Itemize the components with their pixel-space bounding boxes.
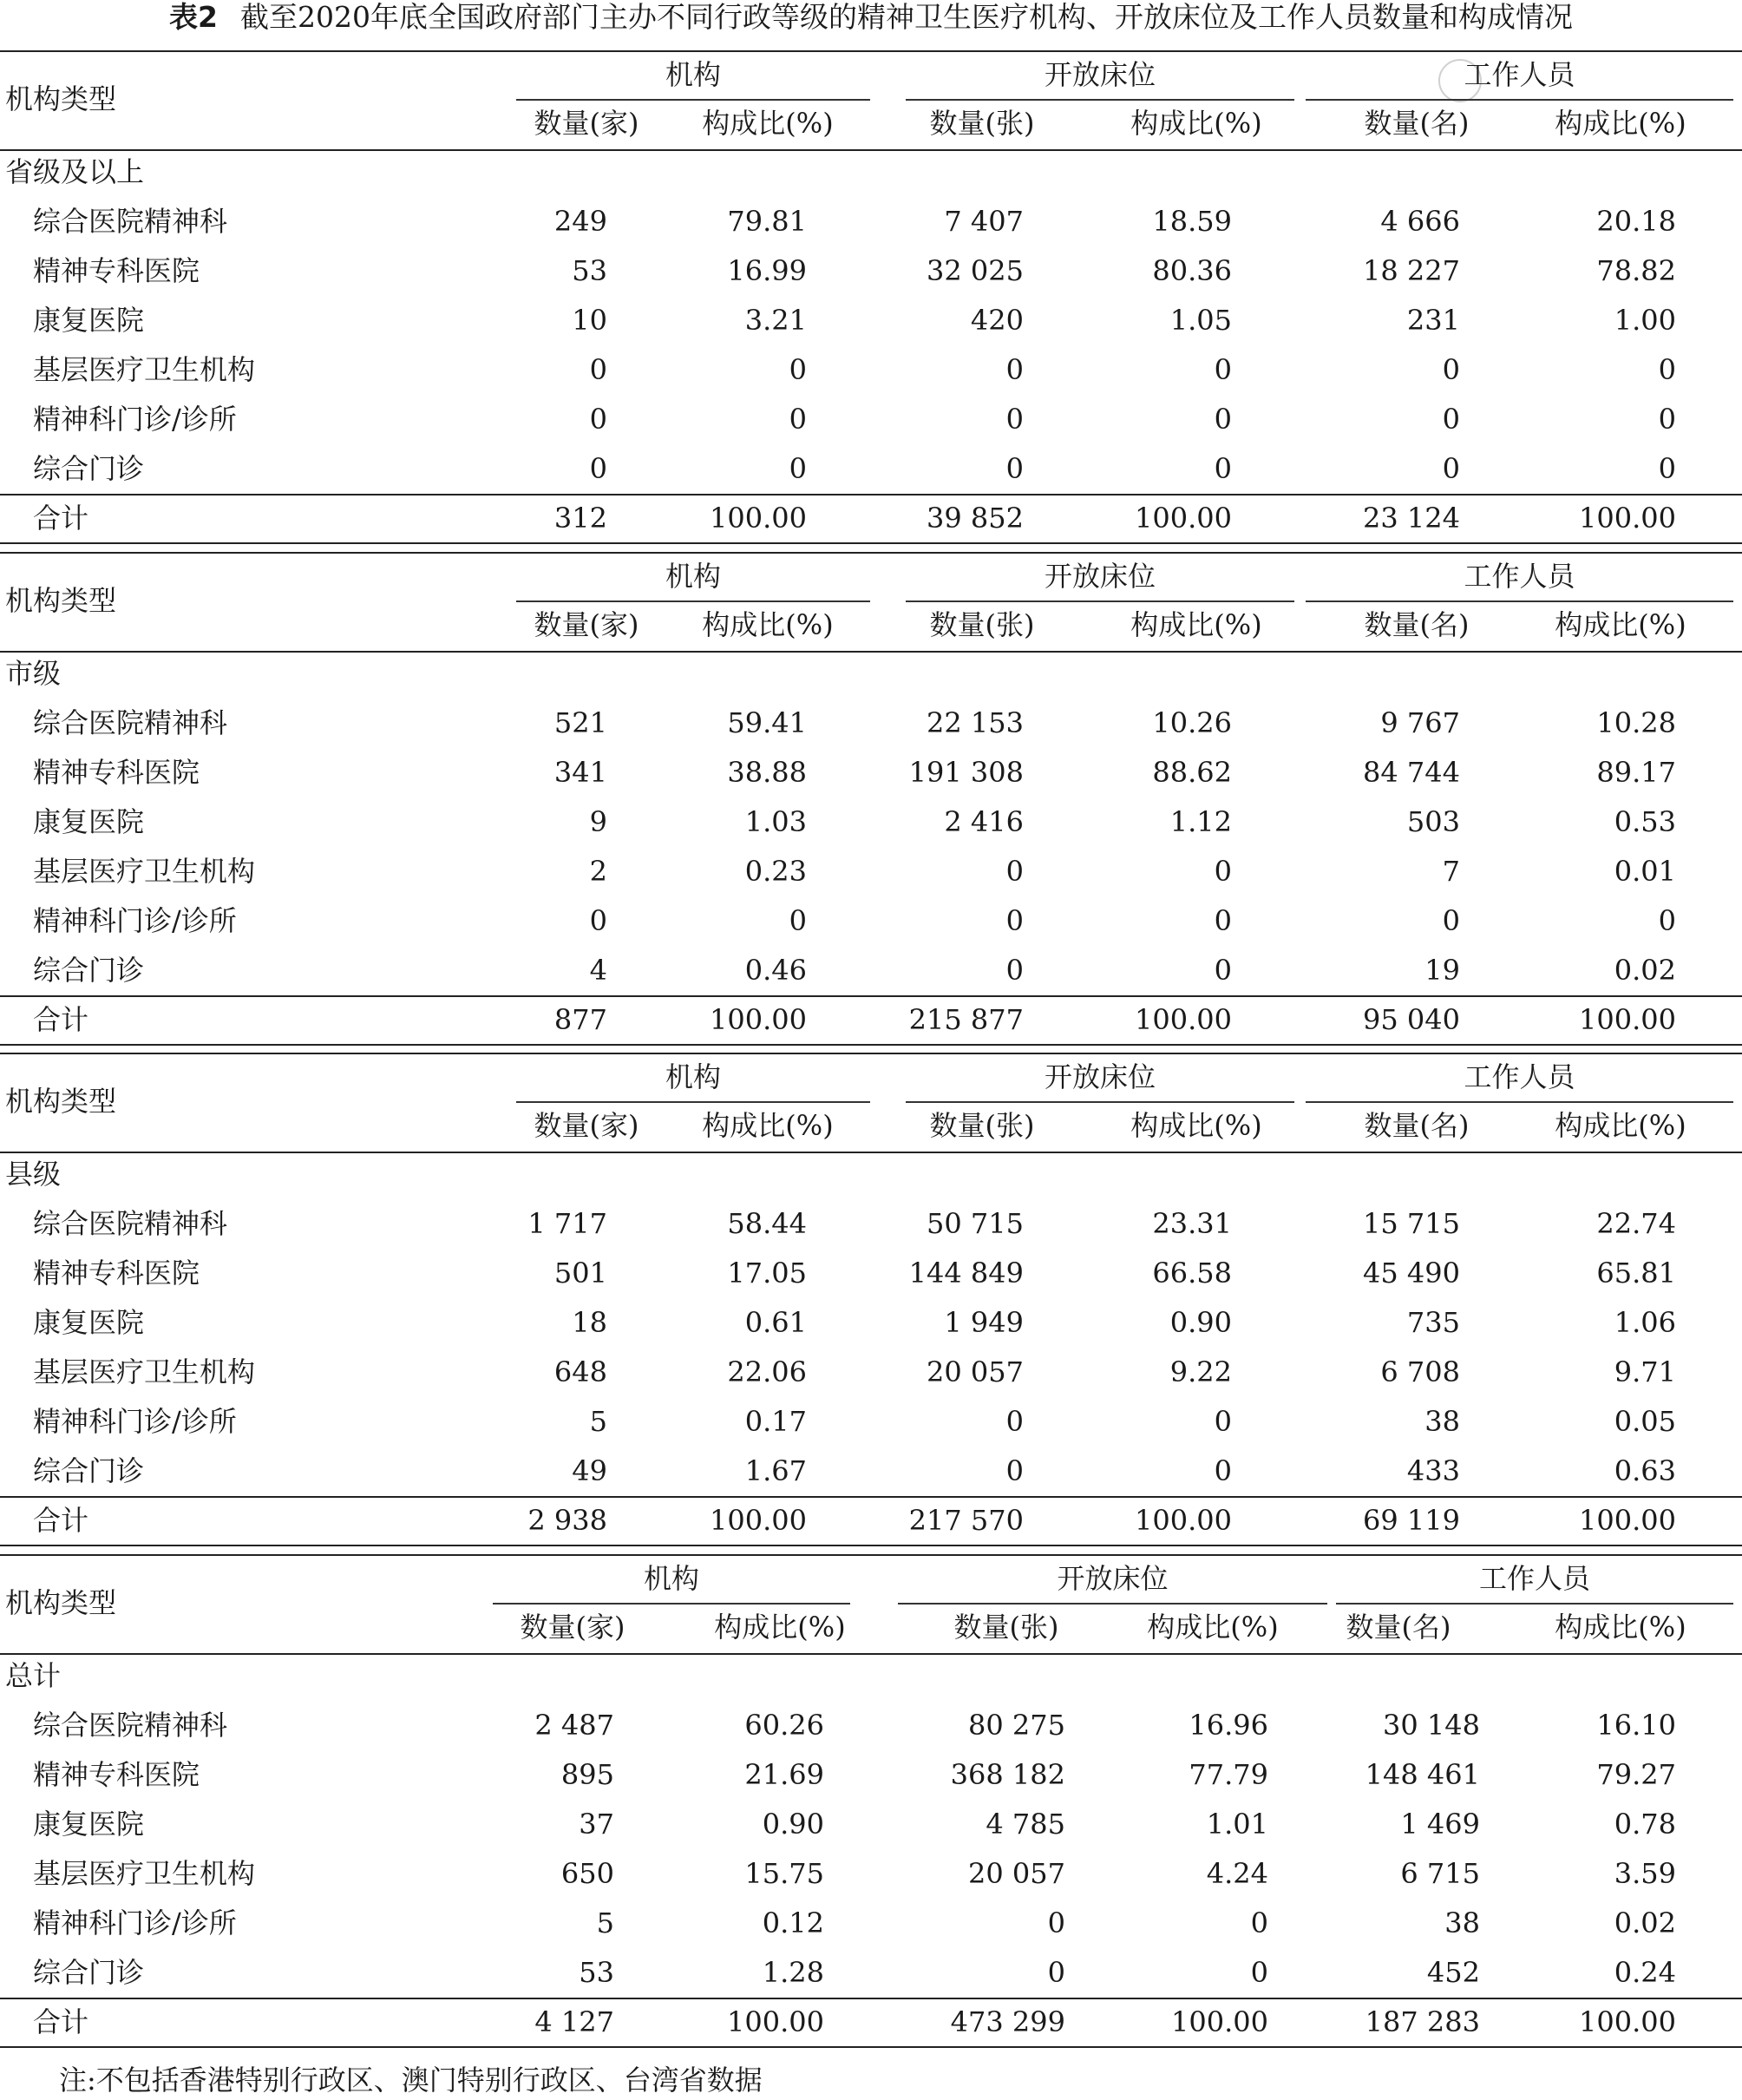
row-type: 精神专科医院 (33, 1257, 200, 1290)
column-header-type: 机构类型 (5, 82, 117, 115)
row-value: 38.88 (727, 756, 807, 789)
total-value: 23 124 (1363, 502, 1460, 535)
column-group-header: 工作人员 (1478, 1562, 1590, 1595)
row-type: 综合门诊 (33, 954, 145, 987)
group-underline (516, 1101, 870, 1103)
row-value: 2 487 (534, 1709, 614, 1742)
row-value: 22 153 (927, 706, 1024, 739)
total-value: 100.00 (710, 502, 807, 535)
row-value: 0 (1005, 452, 1024, 485)
row-value: 0 (589, 904, 607, 937)
row-value: 0 (1658, 353, 1676, 386)
row-type: 精神科门诊/诊所 (33, 904, 237, 937)
row-value: 648 (553, 1355, 607, 1388)
row-value: 0 (1214, 452, 1232, 485)
row-value: 420 (970, 304, 1024, 337)
row-value: 0 (1047, 1906, 1065, 1939)
total-top-rule (0, 995, 1742, 997)
row-value: 0.05 (1614, 1405, 1676, 1438)
row-value: 65.81 (1596, 1257, 1676, 1290)
row-value: 5 (596, 1906, 614, 1939)
row-value: 148 461 (1365, 1758, 1480, 1791)
row-value: 0 (1214, 904, 1232, 937)
row-value: 0.02 (1614, 954, 1676, 987)
section-bottom-rule (0, 2046, 1742, 2048)
row-value: 15.75 (744, 1857, 824, 1890)
total-value: 877 (553, 1003, 607, 1036)
column-subheader: 构成比(%) (1555, 1109, 1686, 1142)
row-value: 0 (1214, 1405, 1232, 1438)
total-value: 4 127 (534, 2005, 614, 2038)
row-value: 20 057 (927, 1355, 1024, 1388)
row-value: 341 (553, 756, 607, 789)
column-subheader: 构成比(%) (702, 608, 834, 641)
row-value: 0 (1005, 855, 1024, 888)
group-underline (906, 99, 1294, 101)
total-value: 100.00 (710, 1504, 807, 1537)
row-value: 4 (589, 954, 607, 987)
total-value: 100.00 (1135, 1003, 1232, 1036)
row-value: 0.12 (762, 1906, 824, 1939)
row-type: 综合门诊 (33, 452, 145, 485)
row-value: 16.99 (727, 254, 807, 287)
row-value: 650 (560, 1857, 614, 1890)
group-underline (516, 99, 870, 101)
group-underline (898, 1603, 1327, 1605)
row-value: 2 416 (944, 805, 1024, 838)
row-value: 20.18 (1596, 205, 1676, 238)
column-subheader: 数量(名) (1364, 608, 1470, 641)
row-value: 53 (572, 254, 607, 287)
column-subheader: 数量(家) (534, 1109, 639, 1142)
section-top-rule (0, 1554, 1742, 1556)
header-bottom-rule (0, 651, 1742, 653)
row-value: 6 708 (1380, 1355, 1460, 1388)
row-value: 17.05 (727, 1257, 807, 1290)
row-value: 59.41 (727, 706, 807, 739)
row-value: 9.71 (1614, 1355, 1676, 1388)
row-type: 综合医院精神科 (33, 706, 228, 739)
row-value: 38 (1444, 1906, 1480, 1939)
row-value: 30 148 (1383, 1709, 1480, 1742)
section-top-rule (0, 50, 1742, 52)
column-subheader: 数量(名) (1364, 107, 1470, 140)
row-value: 79.81 (727, 205, 807, 238)
column-subheader: 数量(家) (520, 1611, 625, 1644)
column-subheader: 构成比(%) (1130, 608, 1262, 641)
column-header-type: 机构类型 (5, 1586, 117, 1619)
column-subheader: 构成比(%) (1555, 608, 1686, 641)
column-subheader: 构成比(%) (702, 107, 834, 140)
row-value: 501 (553, 1257, 607, 1290)
table-number: 表2 (169, 0, 218, 34)
column-subheader: 数量(张) (929, 608, 1035, 641)
table-note: 注:不包括香港特别行政区、澳门特别行政区、台湾省数据 (59, 2064, 763, 2097)
total-top-rule (0, 1998, 1742, 1999)
row-type: 综合门诊 (33, 1956, 145, 1989)
row-value: 0 (789, 904, 807, 937)
row-value: 231 (1406, 304, 1460, 337)
row-value: 144 849 (908, 1257, 1024, 1290)
table-section (0, 552, 1742, 1053)
row-value: 80.36 (1152, 254, 1232, 287)
group-underline (493, 1603, 850, 1605)
total-value: 100.00 (710, 1003, 807, 1036)
column-subheader: 构成比(%) (714, 1611, 846, 1644)
row-type: 基层医疗卫生机构 (33, 1355, 256, 1388)
column-group-header: 开放床位 (1057, 1562, 1169, 1595)
total-top-rule (0, 1496, 1742, 1498)
table-section (0, 50, 1742, 552)
row-value: 49 (572, 1454, 607, 1487)
row-value: 0 (789, 403, 807, 436)
column-group-header: 机构 (665, 1060, 721, 1093)
row-value: 19 (1424, 954, 1460, 987)
row-value: 0.78 (1614, 1808, 1676, 1841)
row-value: 32 025 (927, 254, 1024, 287)
total-value: 217 570 (908, 1504, 1024, 1537)
row-value: 1.03 (744, 805, 807, 838)
group-underline (1306, 1101, 1733, 1103)
row-value: 10.26 (1152, 706, 1232, 739)
row-value: 895 (560, 1758, 614, 1791)
row-value: 18.59 (1152, 205, 1232, 238)
section-top-rule (0, 1053, 1742, 1054)
total-value: 100.00 (1579, 2005, 1676, 2038)
section-bottom-rule (0, 542, 1742, 544)
total-value: 69 119 (1363, 1504, 1460, 1537)
total-value: 100.00 (1171, 2005, 1268, 2038)
row-type: 综合医院精神科 (33, 1709, 228, 1742)
row-value: 89.17 (1596, 756, 1676, 789)
row-value: 10.28 (1596, 706, 1676, 739)
row-value: 0.24 (1614, 1956, 1676, 1989)
group-underline (1306, 600, 1733, 602)
row-value: 0 (1442, 452, 1460, 485)
row-value: 0 (1442, 904, 1460, 937)
row-value: 0.90 (762, 1808, 824, 1841)
row-value: 0 (1250, 1906, 1268, 1939)
row-value: 4.24 (1206, 1857, 1268, 1890)
row-value: 1 949 (944, 1306, 1024, 1339)
row-value: 0 (1214, 353, 1232, 386)
row-value: 1.12 (1169, 805, 1232, 838)
row-value: 22.06 (727, 1355, 807, 1388)
row-value: 15 715 (1363, 1207, 1460, 1240)
row-value: 0.02 (1614, 1906, 1676, 1939)
row-value: 0 (789, 353, 807, 386)
row-value: 0.90 (1169, 1306, 1232, 1339)
row-value: 50 715 (927, 1207, 1024, 1240)
row-value: 0 (1442, 403, 1460, 436)
row-value: 0 (589, 353, 607, 386)
row-value: 0 (1214, 1454, 1232, 1487)
row-value: 735 (1406, 1306, 1460, 1339)
row-type: 精神科门诊/诊所 (33, 1906, 237, 1939)
column-group-header: 机构 (665, 560, 721, 593)
row-value: 23.31 (1152, 1207, 1232, 1240)
total-value: 473 299 (950, 2005, 1065, 2038)
row-value: 38 (1424, 1405, 1460, 1438)
total-value: 100.00 (727, 2005, 824, 2038)
row-value: 0.61 (744, 1306, 807, 1339)
row-value: 37 (579, 1808, 614, 1841)
column-subheader: 构成比(%) (1130, 107, 1262, 140)
row-value: 1.05 (1169, 304, 1232, 337)
row-value: 368 182 (950, 1758, 1065, 1791)
total-value: 100.00 (1135, 1504, 1232, 1537)
row-value: 1.01 (1206, 1808, 1268, 1841)
column-subheader: 构成比(%) (1130, 1109, 1262, 1142)
column-subheader: 数量(名) (1346, 1611, 1451, 1644)
row-type: 康复医院 (33, 1306, 145, 1339)
header-bottom-rule (0, 1653, 1742, 1655)
total-value: 100.00 (1135, 502, 1232, 535)
row-value: 18 227 (1363, 254, 1460, 287)
row-value: 2 (589, 855, 607, 888)
row-value: 1.00 (1614, 304, 1676, 337)
column-subheader: 数量(名) (1364, 1109, 1470, 1142)
table-section (0, 1053, 1742, 1554)
group-underline (1336, 1603, 1733, 1605)
row-type: 基层医疗卫生机构 (33, 855, 256, 888)
row-value: 77.79 (1189, 1758, 1268, 1791)
row-value: 0 (1442, 353, 1460, 386)
row-value: 249 (553, 205, 607, 238)
row-value: 0 (1658, 403, 1676, 436)
row-value: 1 469 (1400, 1808, 1480, 1841)
column-group-header: 工作人员 (1464, 560, 1575, 593)
row-type: 基层医疗卫生机构 (33, 1857, 256, 1890)
table-title: 截至2020年底全国政府部门主办不同行政等级的精神卫生医疗机构、开放床位及工作人员数量和构成情况 (239, 0, 1573, 34)
row-value: 503 (1406, 805, 1460, 838)
row-value: 45 490 (1363, 1257, 1460, 1290)
table-caption (0, 0, 1742, 35)
row-value: 452 (1426, 1956, 1480, 1989)
row-value: 0 (1214, 954, 1232, 987)
table-section (0, 1554, 1742, 2056)
column-subheader: 构成比(%) (1555, 1611, 1686, 1644)
row-value: 7 (1442, 855, 1460, 888)
row-value: 191 308 (908, 756, 1024, 789)
section-bottom-rule (0, 1545, 1742, 1546)
row-value: 6 715 (1400, 1857, 1480, 1890)
row-type: 康复医院 (33, 304, 145, 337)
row-type: 康复医院 (33, 1808, 145, 1841)
column-subheader: 数量(家) (534, 107, 639, 140)
row-value: 16.96 (1189, 1709, 1268, 1742)
row-value: 18 (572, 1306, 607, 1339)
row-value: 0 (1214, 403, 1232, 436)
row-value: 60.26 (744, 1709, 824, 1742)
column-group-header: 工作人员 (1464, 1060, 1575, 1093)
total-label: 合计 (33, 2005, 89, 2038)
row-value: 0 (1047, 1956, 1065, 1989)
row-value: 0 (1005, 954, 1024, 987)
total-value: 215 877 (908, 1003, 1024, 1036)
group-underline (516, 600, 870, 602)
column-subheader: 构成比(%) (702, 1109, 834, 1142)
row-type: 综合医院精神科 (33, 1207, 228, 1240)
row-type: 精神专科医院 (33, 1758, 200, 1791)
row-value: 3.21 (744, 304, 807, 337)
row-value: 0 (589, 403, 607, 436)
column-group-header: 开放床位 (1044, 560, 1156, 593)
row-type: 精神科门诊/诊所 (33, 403, 237, 436)
group-underline (906, 600, 1294, 602)
row-value: 0 (1214, 855, 1232, 888)
column-header-type: 机构类型 (5, 1085, 117, 1118)
row-value: 0 (1005, 904, 1024, 937)
row-value: 9 (589, 805, 607, 838)
row-value: 21.69 (744, 1758, 824, 1791)
total-label: 合计 (33, 502, 89, 535)
row-value: 0 (589, 452, 607, 485)
column-group-header: 机构 (643, 1562, 699, 1595)
total-value: 187 283 (1365, 2005, 1480, 2038)
group-underline (906, 1101, 1294, 1103)
row-value: 0 (1250, 1956, 1268, 1989)
column-subheader: 构成比(%) (1147, 1611, 1279, 1644)
row-type: 综合门诊 (33, 1454, 145, 1487)
section-top-rule (0, 552, 1742, 554)
total-value: 100.00 (1579, 1504, 1676, 1537)
row-value: 0.46 (744, 954, 807, 987)
row-value: 4 785 (986, 1808, 1065, 1841)
row-value: 5 (589, 1405, 607, 1438)
row-value: 79.27 (1596, 1758, 1676, 1791)
column-subheader: 数量(张) (929, 107, 1035, 140)
row-value: 1.28 (762, 1956, 824, 1989)
row-value: 20 057 (968, 1857, 1065, 1890)
header-bottom-rule (0, 1152, 1742, 1153)
column-group-header: 工作人员 (1464, 58, 1575, 91)
total-value: 100.00 (1579, 502, 1676, 535)
section-name: 省级及以上 (5, 155, 145, 188)
row-value: 0 (1658, 904, 1676, 937)
section-bottom-rule (0, 1044, 1742, 1046)
section-name: 市级 (5, 657, 62, 690)
group-underline (1306, 99, 1733, 101)
column-subheader: 数量(家) (534, 608, 639, 641)
column-subheader: 数量(张) (953, 1611, 1059, 1644)
column-subheader: 数量(张) (929, 1109, 1035, 1142)
row-value: 78.82 (1596, 254, 1676, 287)
row-value: 0 (1005, 353, 1024, 386)
row-value: 53 (579, 1956, 614, 1989)
row-value: 1.06 (1614, 1306, 1676, 1339)
row-value: 0.53 (1614, 805, 1676, 838)
row-type: 综合医院精神科 (33, 205, 228, 238)
section-name: 县级 (5, 1158, 62, 1191)
row-value: 521 (553, 706, 607, 739)
column-header-type: 机构类型 (5, 584, 117, 617)
total-label: 合计 (33, 1504, 89, 1537)
row-type: 精神专科医院 (33, 756, 200, 789)
row-value: 66.58 (1152, 1257, 1232, 1290)
row-value: 80 275 (968, 1709, 1065, 1742)
row-value: 1 717 (527, 1207, 607, 1240)
row-type: 精神专科医院 (33, 254, 200, 287)
total-value: 2 938 (527, 1504, 607, 1537)
row-type: 基层医疗卫生机构 (33, 353, 256, 386)
row-value: 58.44 (727, 1207, 807, 1240)
column-group-header: 开放床位 (1044, 1060, 1156, 1093)
row-value: 0.01 (1614, 855, 1676, 888)
total-label: 合计 (33, 1003, 89, 1036)
total-value: 100.00 (1579, 1003, 1676, 1036)
row-value: 88.62 (1152, 756, 1232, 789)
column-group-header: 开放床位 (1044, 58, 1156, 91)
row-value: 1.67 (744, 1454, 807, 1487)
row-value: 0 (1005, 1454, 1024, 1487)
total-value: 312 (553, 502, 607, 535)
row-type: 康复医院 (33, 805, 145, 838)
row-type: 精神科门诊/诊所 (33, 1405, 237, 1438)
row-value: 0 (789, 452, 807, 485)
row-value: 84 744 (1363, 756, 1460, 789)
header-bottom-rule (0, 149, 1742, 151)
row-value: 9 767 (1380, 706, 1460, 739)
column-subheader: 构成比(%) (1555, 107, 1686, 140)
row-value: 0.63 (1614, 1454, 1676, 1487)
row-value: 9.22 (1169, 1355, 1232, 1388)
row-value: 0 (1658, 452, 1676, 485)
column-group-header: 机构 (665, 58, 721, 91)
row-value: 3.59 (1614, 1857, 1676, 1890)
row-value: 433 (1406, 1454, 1460, 1487)
row-value: 0 (1005, 1405, 1024, 1438)
row-value: 22.74 (1596, 1207, 1676, 1240)
row-value: 7 407 (944, 205, 1024, 238)
row-value: 0.23 (744, 855, 807, 888)
total-top-rule (0, 494, 1742, 495)
row-value: 16.10 (1596, 1709, 1676, 1742)
row-value: 10 (572, 304, 607, 337)
row-value: 0.17 (744, 1405, 807, 1438)
section-name: 总计 (5, 1659, 62, 1692)
row-value: 0 (1005, 403, 1024, 436)
total-value: 39 852 (927, 502, 1024, 535)
row-value: 4 666 (1380, 205, 1460, 238)
total-value: 95 040 (1363, 1003, 1460, 1036)
